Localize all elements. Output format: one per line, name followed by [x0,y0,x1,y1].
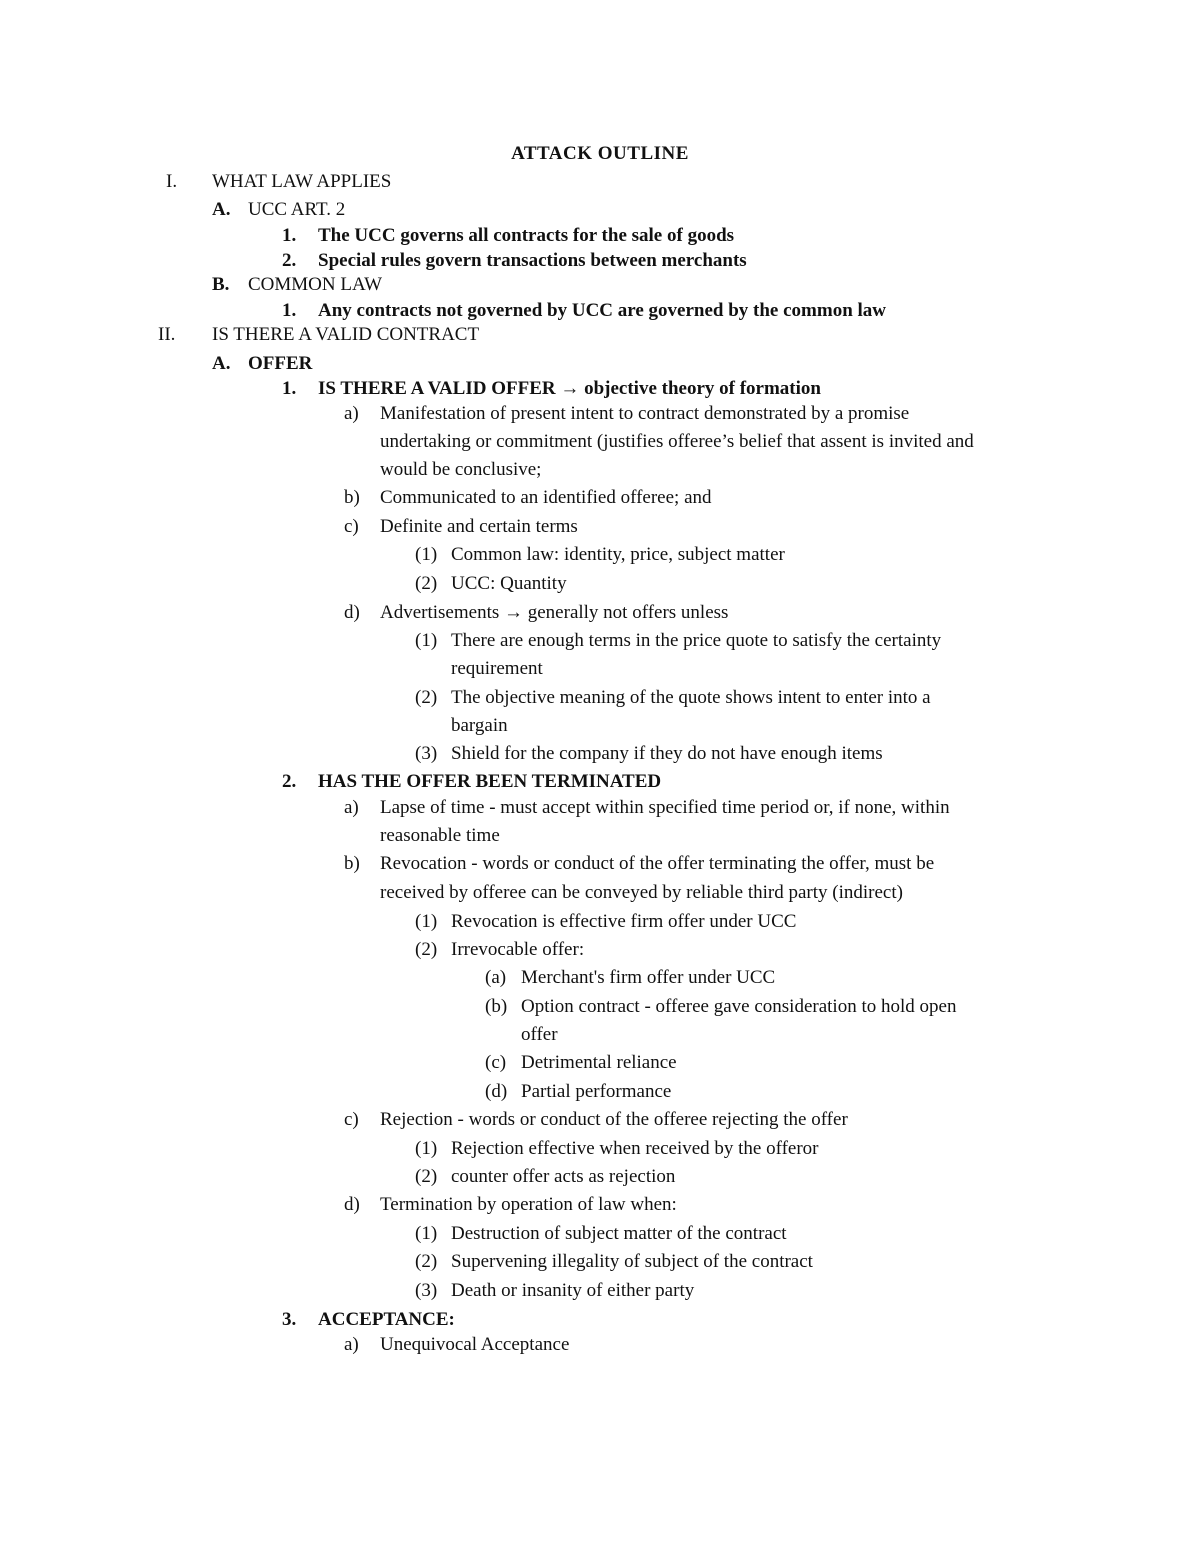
item-text: Merchant's firm offer under UCC [521,967,776,988]
item-text: Rejection effective when received by the offeror [451,1138,819,1159]
item-label: (a) [485,967,507,988]
item-label: (2) [415,687,438,708]
item-label: A. [212,199,231,220]
item-label: b) [344,487,360,508]
item-label: 2. [282,771,297,792]
item-label: a) [344,797,359,818]
item-text: UCC: Quantity [451,573,567,594]
item-text: The objective meaning of the quote shows intent to enter into a [451,687,931,708]
item-label: (c) [485,1052,507,1073]
item-label: 1. [282,378,297,399]
item-label: I. [166,171,178,192]
item-text: counter offer acts as rejection [451,1166,676,1187]
item-label: II. [158,324,176,345]
item-text: Advertisements → generally not offers unless [380,602,729,623]
item-text: ACCEPTANCE: [318,1309,455,1330]
item-text: Option contract - offeree gave consideration to hold open [521,996,957,1017]
item-text: Revocation is effective firm offer under UCC [451,911,797,932]
item-text: IS THERE A VALID CONTRACT [212,324,480,345]
item-label: 3. [282,1309,297,1330]
item-text: UCC ART. 2 [248,199,346,220]
item-text: Death or insanity of either party [451,1280,695,1301]
item-text: There are enough terms in the price quote to satisfy the certainty [451,630,942,651]
item-text: Destruction of subject matter of the contract [451,1223,787,1244]
item-text: OFFER [248,353,313,374]
item-text: would be conclusive; [380,459,542,480]
item-label: B. [212,274,230,295]
item-label: b) [344,853,360,874]
item-label: 2. [282,250,297,271]
item-text: The UCC governs all contracts for the sale of goods [318,225,735,246]
document-title: ATTACK OUTLINE [511,143,689,164]
item-text: WHAT LAW APPLIES [212,171,392,192]
item-label: (1) [415,630,438,651]
item-label: (d) [485,1081,508,1102]
item-label: d) [344,602,360,623]
item-text: Common law: identity, price, subject matter [451,544,785,565]
item-label: (2) [415,1251,438,1272]
item-label: (b) [485,996,508,1017]
item-text: Supervening illegality of subject of the contract [451,1251,813,1272]
item-label: (2) [415,939,438,960]
item-label: (1) [415,1223,438,1244]
item-text: COMMON LAW [248,274,383,295]
item-label: (1) [415,1138,438,1159]
item-text: HAS THE OFFER BEEN TERMINATED [318,771,662,792]
item-text: reasonable time [380,825,500,846]
item-label: (1) [415,544,438,565]
item-text: Lapse of time - must accept within specified time period or, if none, within [380,797,950,818]
item-text: Manifestation of present intent to contract demonstrated by a promise [380,403,910,424]
item-text: bargain [451,715,508,736]
item-label: (2) [415,573,438,594]
item-label: (3) [415,743,438,764]
item-text: received by offeree can be conveyed by reliable third party (indirect) [380,882,903,903]
item-text: Any contracts not governed by UCC are governed by the common law [318,300,887,321]
item-text: Irrevocable offer: [451,939,585,960]
item-text: requirement [451,658,543,679]
item-text: Revocation - words or conduct of the offer terminating the offer, must be [380,853,935,874]
item-label: d) [344,1194,360,1215]
item-text: Partial performance [521,1081,672,1102]
item-label: 1. [282,300,297,321]
item-label: (1) [415,911,438,932]
item-label: (2) [415,1166,438,1187]
item-text: Communicated to an identified offeree; and [380,487,712,508]
item-label: A. [212,353,231,374]
item-text: undertaking or commitment (justifies offeree’s belief that assent is invited and [380,431,974,452]
item-text: Special rules govern transactions between merchants [318,250,747,271]
item-text: Definite and certain terms [380,516,578,537]
item-text: Rejection - words or conduct of the offeree rejecting the offer [380,1109,848,1130]
item-label: a) [344,403,359,424]
item-text: Detrimental reliance [521,1052,677,1073]
item-label: c) [344,516,359,537]
item-text: Termination by operation of law when: [380,1194,677,1215]
item-label: c) [344,1109,359,1130]
item-text: Unequivocal Acceptance [380,1334,570,1355]
item-label: a) [344,1334,359,1355]
item-label: 1. [282,225,297,246]
item-text: Shield for the company if they do not have enough items [451,743,883,764]
item-text: offer [521,1024,558,1045]
item-label: (3) [415,1280,438,1301]
item-text: IS THERE A VALID OFFER → objective theory of formation [318,378,821,399]
